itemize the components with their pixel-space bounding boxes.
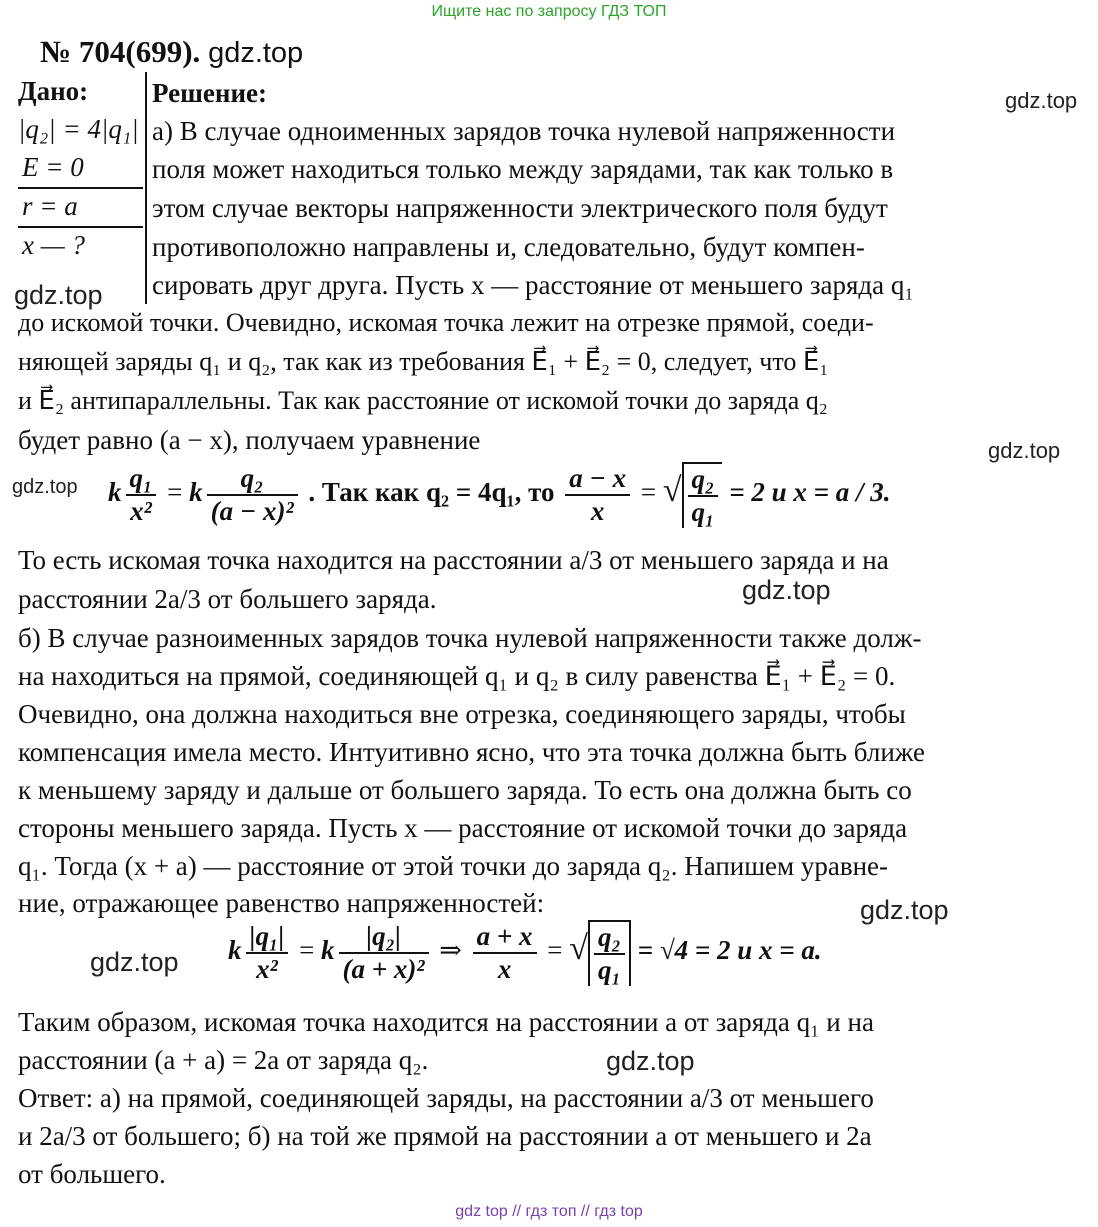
given-header: Дано: bbox=[18, 76, 89, 106]
fraction bbox=[339, 921, 429, 985]
watermark: gdz.top bbox=[988, 438, 1061, 463]
fraction-denominator: q₁ bbox=[597, 955, 621, 985]
fraction bbox=[246, 921, 289, 985]
fraction-denominator: q₁ bbox=[691, 497, 715, 527]
formula-tail: = 2 и x = a / 3. bbox=[729, 477, 891, 508]
formula-b bbox=[228, 920, 822, 986]
text-line: q₁. Тогда (x + a) — расстояние от этой точки до заряда q₂. Напишем уравне- bbox=[18, 851, 888, 881]
text-line: к меньшему заряду и дальше от большего заряда. То есть она должна быть со bbox=[18, 775, 912, 805]
text-line: расстоянии 2a/3 от большего заряда. bbox=[18, 584, 437, 614]
fraction-numerator: a + x bbox=[473, 921, 537, 954]
fraction bbox=[207, 463, 298, 527]
given-item: r = a bbox=[22, 191, 78, 221]
watermark: gdz.top bbox=[742, 575, 831, 605]
formula-k: k bbox=[189, 477, 203, 508]
text-line: То есть искомая точка находится на расстоянии a/3 от меньшего заряда и на bbox=[18, 545, 889, 575]
answer-line: Ответ: а) на прямой, соединяющей заряды, на расстоянии a/3 от меньшего bbox=[18, 1083, 874, 1113]
watermark-title: gdz.top bbox=[208, 37, 304, 69]
watermark: gdz.top bbox=[14, 280, 103, 310]
sqrt-radicand bbox=[682, 462, 723, 528]
given-item: x — ? bbox=[22, 230, 85, 260]
fraction-numerator: q₂ bbox=[207, 463, 298, 496]
formula-k: k bbox=[228, 935, 242, 966]
text-line: противоположно направлены и, следовательно, будут компен- bbox=[152, 232, 865, 262]
watermark: gdz.top bbox=[606, 1046, 695, 1076]
text-line: компенсация имела место. Интуитивно ясно, что эта точка должна быть ближе bbox=[18, 737, 926, 767]
fraction bbox=[565, 463, 630, 527]
text-line: стороны меньшего заряда. Пусть x — расстояние от искомой точки до заряда bbox=[18, 813, 908, 843]
fraction-numerator: q₂ bbox=[688, 464, 719, 497]
fraction-denominator: x² bbox=[130, 496, 152, 526]
fraction-denominator: (a + x)² bbox=[342, 954, 425, 984]
sqrt-icon: √ bbox=[569, 930, 588, 968]
problem-title bbox=[40, 34, 303, 70]
text-line: и E⃗₂ антипараллельны. Так как расстояние от искомой точки до заряда q₂ bbox=[18, 386, 828, 415]
fraction-numerator: a − x bbox=[565, 463, 630, 496]
formula-text: . Так как q₂ = 4q₁, то bbox=[308, 477, 555, 508]
text-line: Таким образом, искомая точка находится на расстоянии a от заряда q₁ и на bbox=[18, 1007, 874, 1037]
given-separator bbox=[145, 72, 147, 304]
solution-header: Решение: bbox=[152, 78, 267, 108]
equals-sign: = bbox=[547, 935, 563, 966]
answer-line: и 2a/3 от большего; б) на той же прямой на расстоянии a от меньшего и 2a bbox=[18, 1121, 872, 1151]
sqrt-radicand bbox=[588, 920, 631, 986]
fraction-denominator: x bbox=[590, 496, 605, 526]
fraction bbox=[594, 922, 625, 986]
text-line: поля может находиться только между зарядами, так как только в bbox=[152, 154, 894, 184]
text-line: няющей заряды q₁ и q₂, так как из требования E⃗₁ + E⃗₂ = 0, следует, что E⃗₁ bbox=[18, 347, 829, 376]
equals-sign: = bbox=[299, 935, 315, 966]
fraction-numerator: |q₁| bbox=[246, 921, 289, 954]
equals-sign: = bbox=[640, 477, 657, 508]
watermark: gdz.top bbox=[860, 895, 949, 925]
text-line: Очевидно, она должна находиться вне отрезка, соединяющего заряды, чтобы bbox=[18, 699, 906, 729]
watermark: gdz.top bbox=[1005, 88, 1078, 113]
fraction-numerator: |q₂| bbox=[339, 921, 429, 954]
fraction-denominator: x² bbox=[256, 954, 278, 984]
watermark: gdz.top bbox=[12, 476, 78, 498]
fraction bbox=[688, 464, 719, 528]
text-line: до искомой точки. Очевидно, искомая точка лежит на отрезке прямой, соеди- bbox=[18, 308, 874, 337]
formula-k: k bbox=[321, 935, 335, 966]
sqrt-icon: √ bbox=[662, 472, 682, 510]
footer-links[interactable]: gdz top // гдз топ // гдз top bbox=[455, 1203, 643, 1220]
fraction-denominator: x bbox=[497, 954, 512, 984]
top-banner[interactable]: Ищите нас по запросу ГДЗ ТОП bbox=[431, 3, 667, 20]
text-line: сировать друг друга. Пусть x — расстояние от меньшего заряда q₁ bbox=[152, 270, 914, 300]
text-line: ние, отражающее равенство напряженностей: bbox=[18, 888, 545, 918]
fraction bbox=[126, 463, 157, 527]
watermark: gdz.top bbox=[90, 947, 179, 977]
text-line: будет равно (a − x), получаем уравнение bbox=[18, 425, 481, 455]
fraction-denominator: (a − x)² bbox=[210, 496, 294, 526]
text-line: б) В случае разноименных зарядов точка нулевой напряженности также долж- bbox=[18, 623, 922, 653]
equals-sign: = bbox=[167, 477, 183, 508]
implies-arrow-icon: ⇒ bbox=[439, 935, 462, 966]
text-line: расстоянии (a + a) = 2a от заряда q₂. bbox=[18, 1045, 429, 1075]
text-line: на находиться на прямой, соединяющей q₁ и q₂ в силу равенства E⃗₁ + E⃗₂ = 0. bbox=[18, 661, 896, 691]
answer-line: от большего. bbox=[18, 1159, 166, 1189]
text-line: этом случае векторы напряженности электрического поля будут bbox=[152, 193, 888, 223]
formula-k: k bbox=[108, 477, 122, 508]
formula-a bbox=[108, 462, 890, 528]
fraction-numerator: q₂ bbox=[594, 922, 625, 955]
given-divider bbox=[18, 187, 143, 189]
fraction bbox=[473, 921, 537, 985]
given-divider bbox=[18, 226, 143, 228]
formula-tail: = √4 = 2 и x = a. bbox=[637, 935, 822, 966]
text-line: а) В случае одноименных зарядов точка нулевой напряженности bbox=[152, 116, 896, 146]
problem-number: № 704(699). bbox=[40, 34, 201, 69]
given-item: |q₂| = 4|q₁| bbox=[18, 114, 139, 144]
given-item: E = 0 bbox=[22, 152, 84, 182]
fraction-numerator: q₁ bbox=[126, 463, 157, 496]
